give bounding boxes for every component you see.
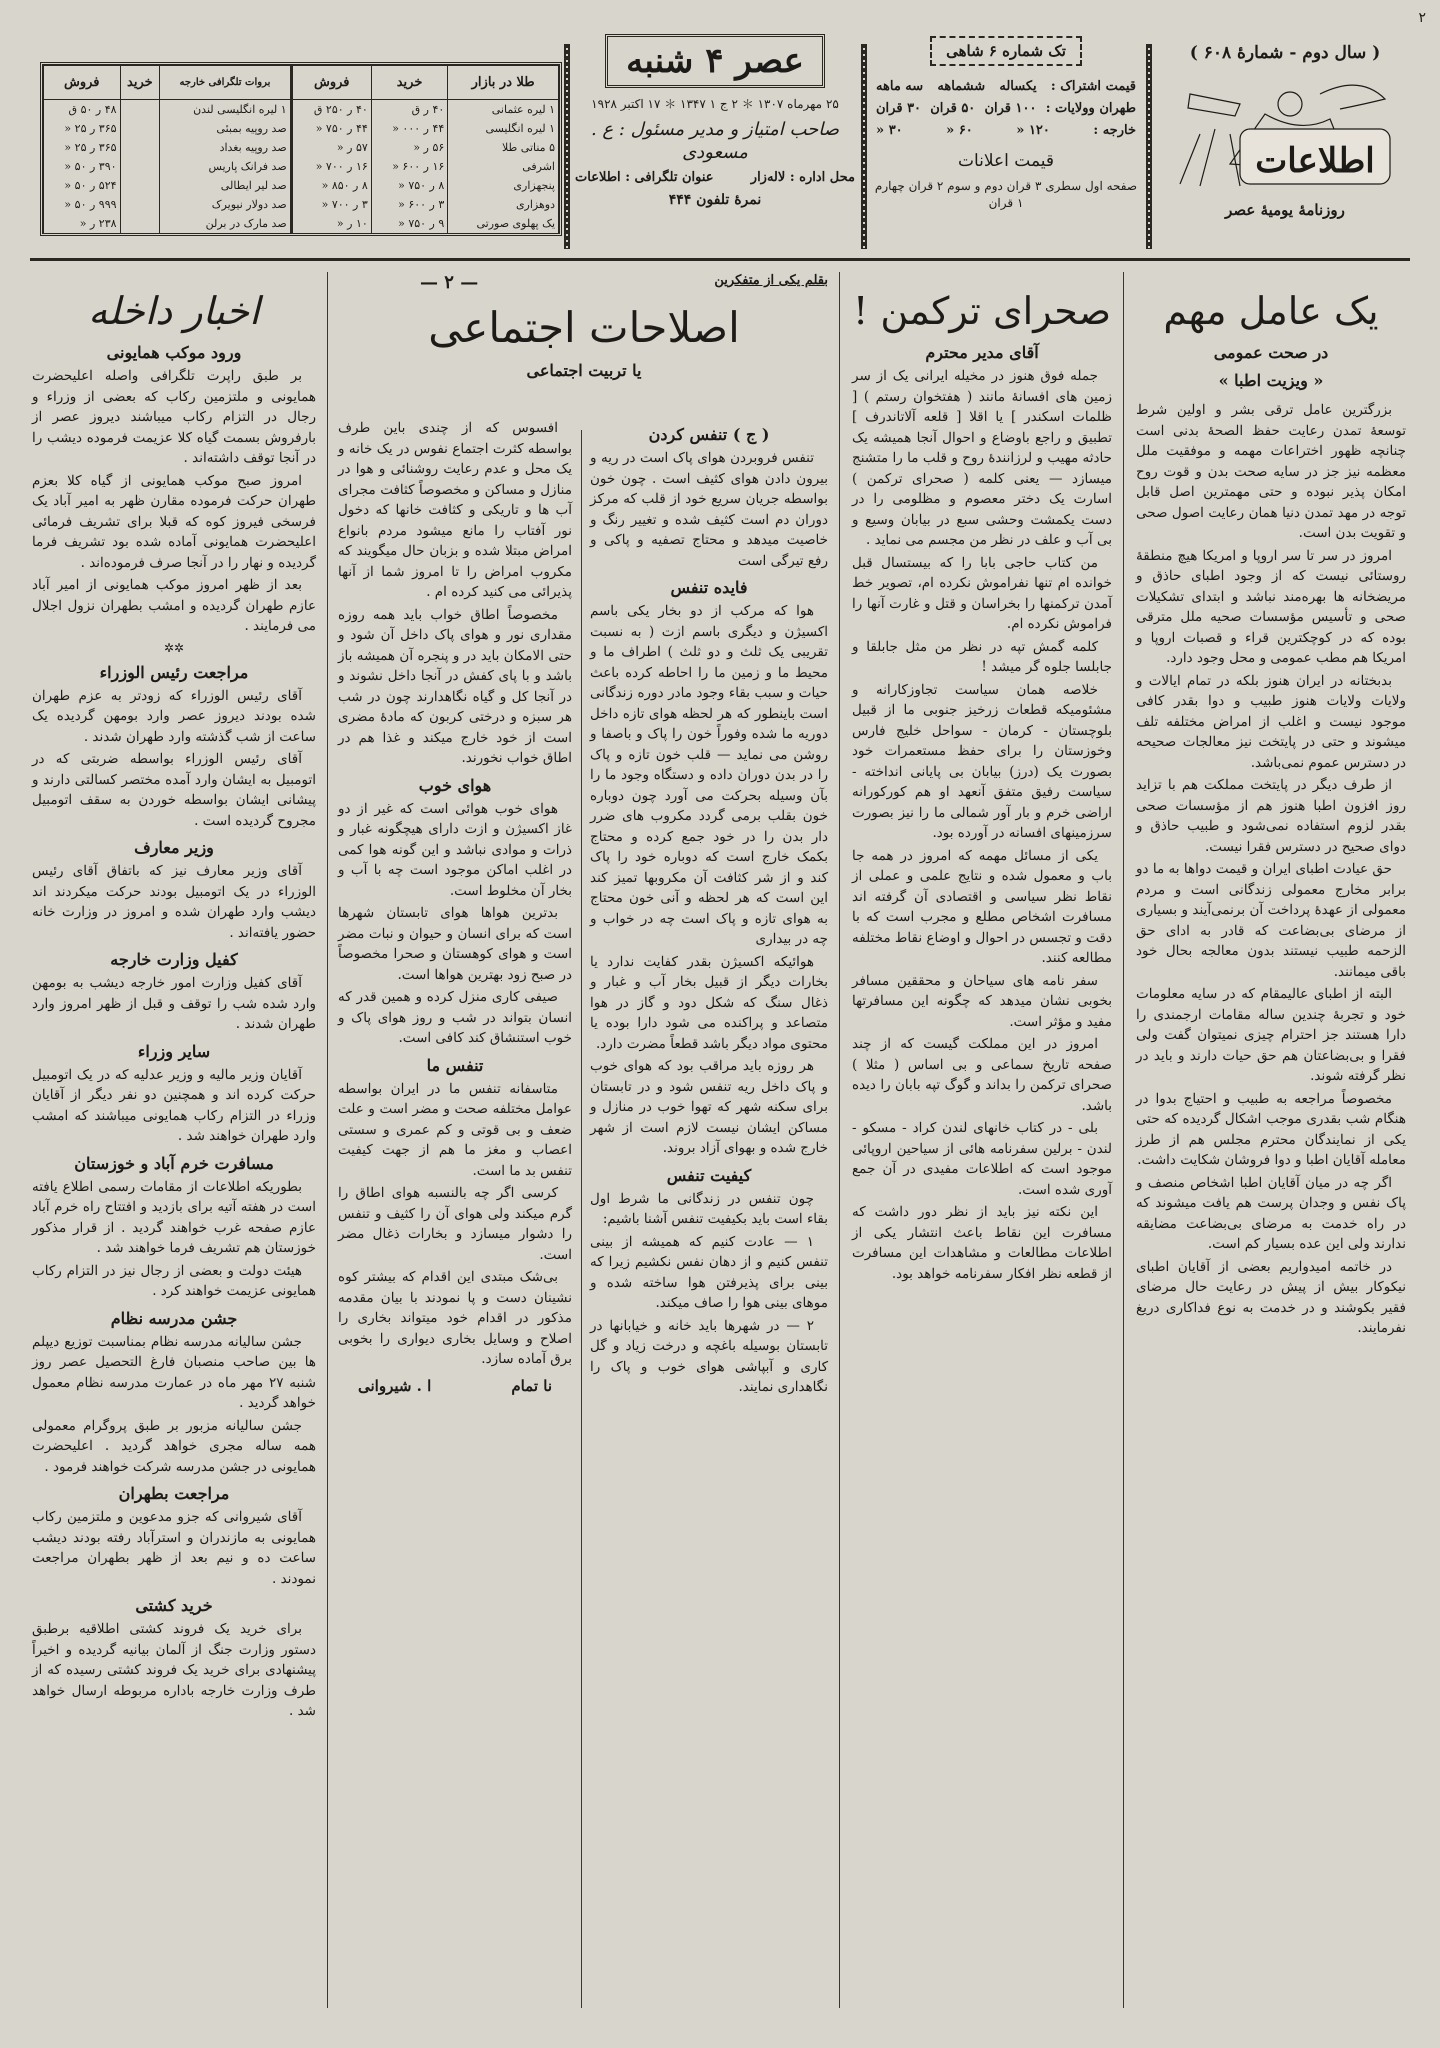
subscription-box xyxy=(872,36,1140,212)
paragraph: بلی - در کتاب خانهای لندن کراد - مسکو - لندن - برلین سفرنامه هائی از سیاحین اروپائی موجود است که اطلاعات مفیدی در آن جمع آوری شده است. xyxy=(852,1120,1112,1198)
news-paragraph: بر طبق راپرت تلگرافی واصله اعلیحضرت همایونی و ملتزمین رکاب که بعضی از وزراء و رجال در التزام رکاب میباشند دیروز عصر از بارفروش بسمت گیاه کلا عزیمت فرموده دیشب را در آنجا توقف داشته‌اند . xyxy=(32,368,316,466)
rates-cell xyxy=(120,214,160,233)
column-rule xyxy=(1123,272,1124,2008)
news-paragraph: آقای شیروانی که جزو مدعوین و ملتزمین رکاب همایونی به مازندران و استرآباد رفته بودند دیشب ساعت ده و نیم بعد از ظهر بطهران مراجعت نمودند . xyxy=(32,1509,316,1587)
rates-cell: صد دولار نیویرک xyxy=(160,195,291,214)
rates-cell: صد روپیه بمبئی xyxy=(160,119,291,138)
price: ۳۰ قران xyxy=(876,101,922,116)
rates-cell: ۵۲۴ ر ۵۰ « xyxy=(44,176,121,195)
article-important-factor xyxy=(1130,272,1412,2013)
article-social-reforms-header xyxy=(334,272,834,414)
news-paragraph: جشن سالیانه مزبور بر طبق پروگرام معمولی همه ساله مجری خواهد گردید . اعلیحضرت همایونی در جشن مدرسه شرکت خواهند فرمود . xyxy=(32,1417,316,1475)
news-heading: ورود موکب همایونی xyxy=(106,343,242,362)
paragraph: خلاصه همان سیاست تجاوزکارانه و مشئومیکه قطعات زرخیز جنوبی ما از قبیل بلوچستان - کرمان - سواحل خلیج فارس وخوزستان را برای حفظ مستعمرات خود بصورت یک (درز) بیابان بی پایانی انداخته - سیاست رفیق متفق آنعهد او هم کورکورانه اراضی خرم و بار آور شمالی ما را نیز بصورت سرزمینهای افسانه در آورده بود. xyxy=(852,681,1112,841)
domestic-news xyxy=(26,272,322,2013)
rates-cell: یک پهلوی صورتی xyxy=(448,214,559,233)
ettelaat-logo-icon xyxy=(1170,74,1400,194)
rates-cell xyxy=(120,157,160,176)
masthead-divider xyxy=(30,258,1410,261)
rates-cell: ۹ ر ۷۵۰ « xyxy=(371,214,448,233)
paragraph: هوا که مرکب از دو بخار یکی باسم اکسیژن و دیگری باسم ازت ( به نسبت تقریبی یک ثلث و دو ثلث ) اطراف ما و محیط ما و زمین ما را احاطه کرده باعث حیات و سبب بقاء وجود مادر دوره زندگانی است باینطور که هر لحظه هوای تازه داخل دوریه ما شده وفوراً خون را پاک و باصفا و روشن می نماید — قلب خون تازه و پاک را در بدن دوران داده و دستگاه وجود ما را بآن وسیله بحرکت می آورد چون دوباره خون بقلب برمی گردد مکروب های ضرر دار بدن را در خود جمع کرده و محتاج بکمک خارج است که دوباره خود را پاک کند و از شر کثافت آن مکروبها تمیز کند این است که هر لحظه و آنی خون محتاج به هوای تازه و پاک است چه در خواب و چه در بیداری xyxy=(590,603,828,947)
rates-cell xyxy=(120,195,160,214)
paragraph: اگر چه در میان آقایان اطبا اشخاص منصف و پاک نفس و وجدان پرست هم یافت میشوند که در راه خدمت به مرضای بی‌بضاعت مضایقه ندارند ولی این عده بسیار کم است. xyxy=(1136,1174,1406,1252)
telegraph-address: عنوان تلگرافی : اطلاعات xyxy=(575,170,714,185)
period-3month: سه ماهه xyxy=(876,79,924,94)
star-separator-icon: ✲✲ xyxy=(163,640,185,655)
col-header: فروش xyxy=(44,66,121,100)
section-heading: ( ج ) تنفس کردن xyxy=(648,425,770,444)
paragraph: تنفس فروبردن هوای پاک است در ریه و بیرون دادن هوای کثیف است . چون خون بواسطه جریان سریع خود از قلب که مرکز دوران دم است کثیف شده و تغییر رنگ و خاصیت میدهد و محتاج تصفیه و پاکی و رفع تیرگی است xyxy=(590,450,828,569)
section-heading: فایده تنفس xyxy=(670,578,748,597)
news-paragraph: بعد از ظهر امروز موکب همایونی از امیر آباد عازم طهران گردیده و امشب بطهران نزول اجلال می فرمایند . xyxy=(32,577,316,634)
paragraph: بدترین هواها هوای تابستان شهرها است که برای انسان و حیوان و نبات مضر است و هوای کوهستان و صحرا مخصوصاً در صبح زود بهترین هواها است. xyxy=(338,905,572,983)
paragraph: سفر نامه های سیاحان و محققین مسافر بخوبی نشان میدهد که چگونه این مسافرتها مفید و مؤثر است. xyxy=(852,972,1112,1030)
col-header: طلا در بازار xyxy=(448,66,559,100)
headline: یک عامل مهم xyxy=(1163,289,1379,333)
paragraph: هوای خوب هوائی است که غیر از دو غاز اکسیژن و ازت دارای هیچگونه غبار و ذرات و موادی نباشد و این گونه هوا کمی در اغلب اماکن موجود است چه با آب و بخار آن مخلوط است. xyxy=(338,800,572,899)
rates-cell: ۵۶ ر « xyxy=(371,138,448,157)
page-number: ۲ xyxy=(1418,10,1426,26)
news-paragraph: آقای رئیس الوزراء بواسطه ضربتی که در اتومبیل به ایشان وارد آمده مختصر کسالتی دارند و پیشانی ایشان بواسطه خوردن به سقف اتومبیل مجروح گردیده است . xyxy=(32,751,316,829)
headline: اخبار داخله xyxy=(88,289,260,333)
rates-header-row xyxy=(44,66,559,100)
rates-cell xyxy=(120,176,160,195)
news-heading: وزیر معارف xyxy=(134,838,214,857)
ads-title: قیمت اعلانات xyxy=(957,151,1055,171)
rates-cell: دوهزاری xyxy=(448,195,559,214)
subscription-abroad-row xyxy=(872,122,1140,140)
rates-cell: ۴۰ ر ق xyxy=(371,100,448,120)
masthead xyxy=(1155,34,1415,249)
rates-cell: ۱۰ ر « xyxy=(291,214,371,233)
column-rule xyxy=(581,430,582,2008)
subheadline: « ویزیت اطبا » xyxy=(1218,371,1324,390)
paragraph: از طرف دیگر در پایتخت مملکت هم با تزاید روز افزون اطبا هنوز هم از مؤسسات صحی بقدر لزوم استفاده نمی‌شود و طبیب حاذق و دوای صحیح در دسترس فقرا نیست. xyxy=(1136,777,1406,855)
paragraph: امروز در این مملکت گیست که از چند صفحه تاریخ سماعی و بی اساس ( مثلا ) صحرای ترکمن را بداند و گوگ تپه بابان را دیده باشد. xyxy=(852,1036,1112,1114)
news-heading: جشن مدرسه نظام xyxy=(110,1308,238,1328)
paragraph: حق عیادت اطبای ایران و قیمت دواها به ما دو برابر مخارج معمولی زندگانی است و مردم معمولی از عهدهٔ پرداخت آن برنمی‌آیند و بسیاری از مرضای بی‌بضاعت که قادر به ادای حق الزحمه طبیب نیستند بدون معالجه بحال خود باقی میمانند. xyxy=(1136,861,1406,980)
price: ۱۰۰ قران xyxy=(984,101,1037,116)
paragraph: جمله فوق هنوز در مخیله ایرانی یک از سر زمین های افسانهٔ مانند ( هفتخوان رستم ) [ ظلمات اسکندر ] یا اقلا [ قلعه آلاتاندرف ] تطبیق و راجع باوضاع و احوال آنجا همیشه یک حادثه مهیب و لرزانندهٔ روح و قلب ما را متشنج میسازد — یعنی کلمه ( صحرای ترکمن ) اسارت یک دختر معصوم و مظلومی را در دست یکمشت وحشی سبع در بیابان وسیع و بی آب و علف در نظر من مجسم می نماید . xyxy=(852,368,1112,548)
rates-cell: ۹۹۹ ر ۵۰ « xyxy=(44,195,121,214)
news-paragraph: هیئت دولت و بعضی از رجال نیز در التزام رکاب همایونی عزیمت خواهند کرد . xyxy=(32,1262,316,1299)
rates-cell: ۳ ر ۷۰۰ « xyxy=(291,195,371,214)
col-header: خرید xyxy=(371,66,448,100)
section-heading: هوای خوب xyxy=(418,775,492,795)
rates-cell: ۳۹۰ ر ۵۰ « xyxy=(44,157,121,176)
paragraph: البته از اطبای عالیمقام که در سایه معلومات خود و تجربهٔ چندین ساله مقامات ارجمندی را دارا هستند جز احترام چیزی نمیتوان گفت ولی فقرا و بی‌بضاعتان هم حق حیات دارند و باید در نظر گرفته شوند. xyxy=(1136,986,1406,1084)
dateline-box xyxy=(575,34,855,210)
rates-cell: ۱۶ ر ۷۰۰ « xyxy=(291,157,371,176)
salutation: آقای مدیر محترم xyxy=(925,343,1039,362)
paragraph: بدبختانه در ایران هنوز بلکه در تمام ایالات و ولایات ولایات هنوز طبیب و دوا بقدر کافی موجود نیست و اغلب از امراض مختلفه تلف میشوند و حتی در پایتخت نیز معالجات صحیحه در دسترس عموم نمی‌باشد. xyxy=(1136,672,1406,771)
rates-cell: ۴۴ ر ۰۰۰ « xyxy=(371,119,448,138)
rates-cell: ۴۰ ر ۲۵۰ ق xyxy=(291,100,371,120)
subheadline: در صحت عمومی xyxy=(1213,343,1329,362)
column-rule xyxy=(861,44,867,249)
period-6month: ششماهه xyxy=(937,79,986,94)
paragraph: من کتاب حاجی بابا را که بیستسال قبل خوانده ام تنها نفراموش نکرده ام، تصویر خط آمدن ترکمنها را بخراسان و قتل و غارت آنها را فراموش نکرده ام. xyxy=(852,554,1112,632)
news-paragraph: امروز صبح موکب همایونی از گیاه کلا بعزم طهران حرکت فرموده مقارن ظهر به امیر آباد یک فرسخی فیروز کوه که قبلا برای تشریف فرمائی اعلیحضرت همایونی آماده شده بود تشریف فرما گردیده و نهار را در آنجا صرف فرموده‌اند . xyxy=(32,472,316,571)
rates-row xyxy=(44,138,559,157)
paragraph: یکی از مسائل مهمه که امروز در همه جا باب و معمول شده و نتایج علمی و عملی از نقاط نظر سیاسی و اقتصادی آن گرفته اند مسافرت اشخاص مطلع و مجرب است که با دقت و تجسس در احوال و اوضاع نقاط مختلفه مطالعه کنند. xyxy=(852,847,1112,966)
paragraph: این نکته نیز باید از نظر دور داشت که مسافرت این نقاط باعث انتشار یکی از اطلاعات مطالعات و مشاهدات این مسافرت از قطعه نظر افکار سفرنامه خواهد بود. xyxy=(852,1204,1112,1282)
news-paragraph: برای خرید یک فروند کشتی اطلاقیه برطبق دستور وزارت جنگ از آلمان بیانیه گردیده و اخیراً پیشنهادی برای خرید یک فروند کشتی رسیده که از طرف وزارت خارجه باداره مربوطه ارسال خواهد شد . xyxy=(32,1621,316,1719)
price: ۳۰ « xyxy=(876,123,903,138)
paragraph: مخصوصاً اطاق خواب باید همه روزه مقداری نور و هوای پاک داخل آن شود و حتی الامکان باید در و پنجره آن همیشه باز باشد و با پای کفش در آنجا داخل نشوند و در آنجا کل و گیاه نگاهدارند چون در شب هر سبزه و درختی کربون که مادهٔ مضری است از خود خارج میکند و غذا هم در اطاق خواب نخورند. xyxy=(338,606,572,766)
paragraph: کرسی اگر چه بالنسبه هوای اطاق را گرم میکند ولی هوای آن را کثیف و تنفس را دشوار میسازد و بخارات ذغال مضر است. xyxy=(338,1185,572,1263)
paragraph: ۱ — عادت کنیم که همیشه از بینی تنفس کنیم و از دهان نفس نکشیم زیرا که بینی برای پذیرفتن هوا ساخته شده و موهای بینی هوا را صاف میکند. xyxy=(590,1233,828,1311)
rates-cell: ۱ لیره انگلیسی لندن xyxy=(160,100,291,120)
price: ۶۰ « xyxy=(946,123,973,138)
subscription-header-row xyxy=(872,78,1140,96)
paragraph: چون تنفس در زندگانی ما شرط اول بقاء است باید بکیفیت تنفس آشنا باشیم: xyxy=(590,1190,828,1227)
label: خارجه : xyxy=(1093,123,1136,138)
series-number: — ۲ — xyxy=(420,272,479,293)
social-reforms-left-column xyxy=(332,418,578,2013)
paragraph: هوائیکه اکسیژن بقدر کفایت ندارد یا بخارات دیگر از قبیل بخار آب و غبار و ذغال سنگ که شکل دود و گاز در هوا متصاعد و پراکنده می شود دارا بوده یا محتوی مواد دیگر باشد قطعاً مضرت دارد. xyxy=(590,953,828,1052)
rates-cell: ۱۶ ر ۶۰۰ « xyxy=(371,157,448,176)
paragraph: کلمه گمش تپه در نظر من مثل جابلقا و جابلسا جلوه گر میشد ! xyxy=(852,638,1112,675)
section-heading: کیفیت تنفس xyxy=(666,1165,752,1185)
news-paragraph: آقای وزیر معارف نیز که باتفاق آقای رئیس الوزراء در یک اتومبیل بودند حرکت میکردند اند دیشب وارد طهران شده و امروز در وزارت خانه حضور یافته‌اند . xyxy=(32,863,316,941)
headline: اصلاحات اجتماعی xyxy=(428,303,740,352)
news-heading: مراجعت رئیس الوزراء xyxy=(99,662,249,682)
col-header: فروش xyxy=(291,66,371,100)
column-rule xyxy=(327,272,328,2008)
signature xyxy=(338,1376,572,1396)
rates-cell: اشرفی xyxy=(448,157,559,176)
phone-number: نمرهٔ تلفون ۴۴۴ xyxy=(668,192,762,208)
headline: صحرای ترکمن ! xyxy=(852,289,1112,333)
office-info xyxy=(575,169,855,187)
news-heading: مسافرت خرم آباد و خوزستان xyxy=(74,1153,274,1173)
rates-cell: ۵۷ ر « xyxy=(291,138,371,157)
rates-cell: ۱ لیره انگلیسی xyxy=(448,119,559,138)
rates-row xyxy=(44,214,559,233)
rates-cell: ۴۸ ر ۵۰ ق xyxy=(44,100,121,120)
paragraph: امروز در سر تا سر اروپا و امریکا هیچ منطقهٔ روستائی نیست که از وجود اطبای حاذق و مریضخانه ها بهره‌مند نباشد و ابتدای تشکیلات صحی و تأسیس مؤسسات صحیه ملل مترقی بوده که در کوچکترین قراء و قصبات اروپا و امریکا هم مطب عمومی و محل وجود دارد. xyxy=(1136,547,1406,666)
col-header: بروات تلگرافی خارجه xyxy=(160,66,291,100)
news-heading: مراجعت بطهران xyxy=(118,1484,230,1503)
rates-cell: ۵ مناتی طلا xyxy=(448,138,559,157)
news-paragraph: جشن سالیانه مدرسه نظام بمناسبت توزیع دیپلم ها بین صاحب منصبان فارغ التحصیل عصر روز شنبه ۲۷ مهر ماه در عمارت مدرسه نظام معمول خواهد گردید . xyxy=(32,1333,316,1411)
author: ا . شیروانی xyxy=(358,1376,432,1395)
news-paragraph: آقای کفیل وزارت امور خارجه دیشب به بومهن وارد شده شب را توقف و قبل از ظهر امروز وارد طهران شدند . xyxy=(32,975,316,1032)
rates-cell: صد لیر ایطالی xyxy=(160,176,291,195)
rates-cell xyxy=(120,100,160,120)
news-paragraph: آقایان وزیر مالیه و وزیر عدلیه که در یک اتومبیل حرکت کرده اند و همچنین دو نفر دیگر از آقایان وزراء در التزام رکاب همایونی میباشند که امشب وارد طهران خواهند شد . xyxy=(32,1066,316,1144)
col-header: خرید xyxy=(120,66,160,100)
to-be-continued: نا تمام xyxy=(511,1376,552,1395)
news-paragraph: بطوریکه اطلاعات از مقامات رسمی اطلاع یافته است در هفته آتیه برای بازدید و افتتاح راه خرم آباد عازم صفحه غرب خواهند گردید . از قرار مذکور خوزستان هم تشریف فرما خواهند شد . xyxy=(32,1178,316,1256)
paragraph: بزرگترین عامل ترقی بشر و اولین شرط توسعهٔ تمدن رعایت حفظ الصحهٔ بدنی است چنانچه ظهور اختراعات مهمه و موفقیت ملل معظمه نیز جز در سایه صحت بدن و قوت روح امکان پذیر نبوده و حتی مهمترین اصل قابل توجه در مهد تمدن دنیا همان رعایت اصول صحی و تقویت بدن است. xyxy=(1136,402,1406,541)
paragraph: مخصوصاً مراجعه به طبیب و احتیاج بدوا در هنگام شب بقدری موجب اشکال گردیده که حتی یکی از نمایندگان محترم مجلس هم از طرز معامله آقایان اطبا و دوا فروشان شکایت داشت. xyxy=(1136,1090,1406,1168)
rates-cell: ۸ ر ۸۵۰ « xyxy=(291,176,371,195)
rates-cell: صد مارک در برلن xyxy=(160,214,291,233)
rates-cell: ۳۶۵ ر ۲۵ « xyxy=(44,138,121,157)
article-turkmen-desert xyxy=(846,272,1118,2013)
paragraph: افسوس که از چندی باین طرف بواسطه کثرت اجتماع نفوس در یک خانه و یک محل و عدم رعایت روشنائی و هوا در منازل و مساکن و مخصوصاً کثافت مجرای آب ها و تاریکی و کثافت خانها که دخول نور آفتاب را مانع میشود مردم بانواع امراض مبتلا شده و بزبان حال میگویند که مکروب امراض را تا امروز شما از آنها پذیرائی می کنید کرده ام . xyxy=(338,420,572,600)
period-year: یکساله xyxy=(999,79,1037,94)
rates-row xyxy=(44,157,559,176)
rates-row xyxy=(44,176,559,195)
rates-row xyxy=(44,195,559,214)
paragraph: هر روزه باید مراقب بود که هوای خوب و پاک داخل ریه تنفس شود و در تابستان برای سکنه شهر که تهوا خوب در منازل و مساکن ایشان نیست لازم است از شهر خارج شده و بهوای آزاد بروند. xyxy=(590,1058,828,1156)
paragraph: متاسفانه تنفس ما در ایران بواسطه عوامل مختلفه صحت و مضر است و علت ضعف و بی قوتی و کم عمری و سستی اعصاب و مغز ما هم از جهت کیفیت تنفس بد ما است. xyxy=(338,1080,572,1179)
label: طهران وولایات : xyxy=(1045,101,1136,116)
rates-row xyxy=(44,100,559,120)
issue-number: ( سال دوم - شمارهٔ ۶۰۸ ) xyxy=(1189,43,1381,63)
news-paragraph: آقای رئیس الوزراء که زودتر به عزم طهران شده بودند دیروز عصر وارد بومهن گردیده یک ساعت از شب گذشته وارد طهران شدند . xyxy=(32,687,316,745)
subscription-tehran-row xyxy=(872,100,1140,118)
day-title: عصر ۴ شنبه xyxy=(605,34,825,88)
price: ۵۰ قران xyxy=(930,101,976,116)
paragraph: بی‌شک مبتدی این اقدام که بیشتر کوه‌ نشینان دست و پا نمودند با بیان مقدمه مذکور در اقدام خود میتواند بخاری را اصلاح و وسایل بخاری دیواری را بخوبی برق آماده سازد. xyxy=(338,1269,572,1367)
office-address: محل اداره : لاله‌زار xyxy=(750,170,855,185)
tagline: روزنامهٔ یومیهٔ عصر xyxy=(1225,201,1345,219)
svg-text:اطلاعات: اطلاعات xyxy=(1255,141,1375,181)
exchange-rates-table xyxy=(40,62,562,236)
rates-cell: ۲۳۸ ر « xyxy=(44,214,121,233)
column-rule xyxy=(839,272,840,2008)
rates-cell: صد روپیه بغداد xyxy=(160,138,291,157)
paragraph: ۲ — در شهرها باید خانه و خیابانها در تابستان بوسیله باغچه و درخت زیاد و گل کاری و آبپاشی هوای خوب و پاک را نگاهداری نمایند. xyxy=(590,1317,828,1395)
news-heading: کفیل وزارت خارجه xyxy=(110,950,238,969)
rates-cell: ۳۶۵ ر ۲۵ « xyxy=(44,119,121,138)
news-heading: خرید کشتی xyxy=(135,1596,213,1615)
rates-cell: ۸ ر ۷۵۰ « xyxy=(371,176,448,195)
section-heading: تنفس ما xyxy=(426,1055,484,1075)
single-issue-price: تک شماره ۶ شاهی xyxy=(930,36,1082,66)
paragraph: در خاتمه امیدواریم بعضی از آقایان اطبای نیکوکار بیش از پیش در رعایت حال مرضای فقیر بکوشند و در خدمت به نوع فداکاری دریغ نفرمایند. xyxy=(1136,1258,1406,1336)
rates-cell xyxy=(120,119,160,138)
owner: صاحب امتیاز و مدیر مسئول : ع . مسعودی xyxy=(590,119,840,163)
price: ۱۲۰ « xyxy=(1016,123,1050,138)
rates-cell: صد فرانک پاریس xyxy=(160,157,291,176)
rates-cell: ۳ ر ۶۰۰ « xyxy=(371,195,448,214)
column-rule xyxy=(1146,44,1152,249)
issue-date: ۲۵ مهرماه ۱۳۰۷ ＊ ۲ ج ۱ ۱۳۴۷ ＊ ۱۷ اکتبر ۱۹۲۸ xyxy=(591,97,839,111)
label: قیمت اشتراک : xyxy=(1050,79,1136,94)
byline: بقلم یکی از متفکرین xyxy=(714,273,828,288)
ads-rates: صفحه اول سطری ۳ قران دوم و سوم ۲ قران چهارم ۱ قران xyxy=(874,179,1138,210)
news-heading: سایر وزراء xyxy=(137,1041,211,1061)
rates-cell: ۴۴ ر ۷۵۰ « xyxy=(291,119,371,138)
subheadline: یا تربیت اجتماعی xyxy=(526,361,642,380)
social-reforms-right-column xyxy=(584,418,834,2013)
rates-cell: ۱ لیره عثمانی xyxy=(448,100,559,120)
paragraph: صیفی کاری منزل کرده و همین قدر که انسان بتواند در شب و روز هوای پاک و خوب استنشاق کند کافی است. xyxy=(338,989,572,1046)
rates-row xyxy=(44,119,559,138)
rates-cell xyxy=(120,138,160,157)
column-rule xyxy=(564,44,570,249)
rates-cell: پنجهزاری xyxy=(448,176,559,195)
